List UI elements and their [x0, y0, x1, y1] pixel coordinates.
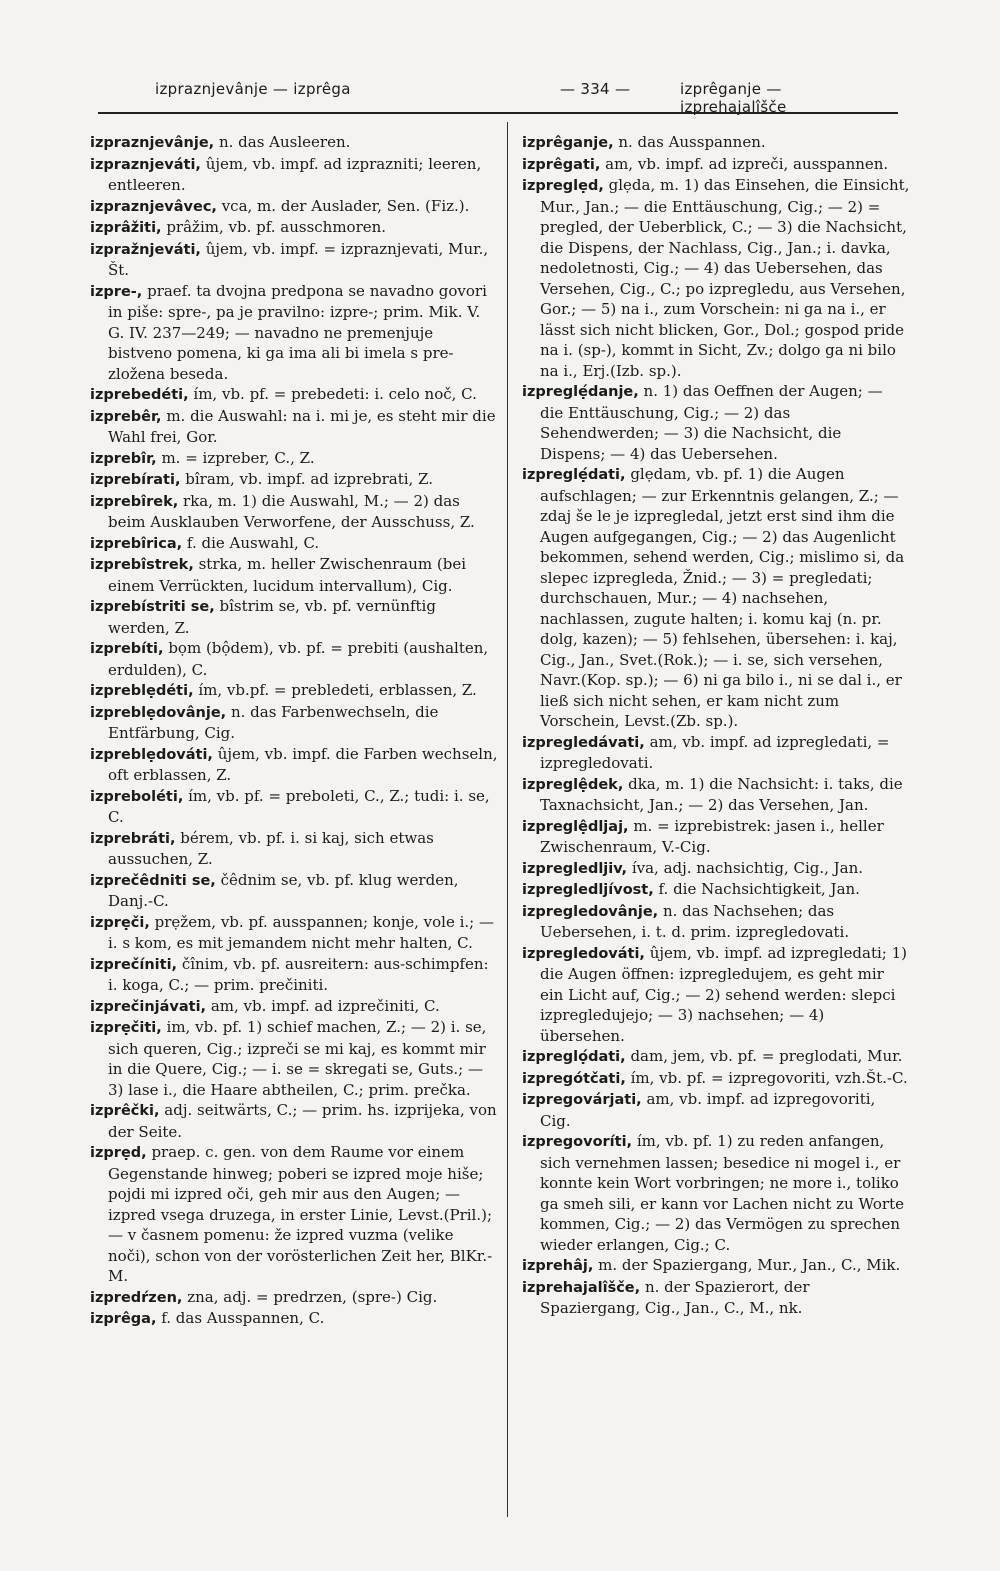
- dictionary-entry: [90, 217, 498, 239]
- entry-headword: izprâžiti,: [90, 220, 162, 236]
- dictionary-entry: [522, 943, 910, 1047]
- dictionary-entry: [90, 533, 498, 555]
- entry-headword: izprẹčiti,: [90, 1020, 162, 1036]
- entry-headword: izpreglẹ́dati,: [522, 467, 626, 483]
- entry-definition: rka, m. 1) die Auswahl, M.; — 2) das beim Ausklauben Verworfene, der Ausschuss, Z.: [108, 491, 475, 531]
- dictionary-entry: [90, 448, 498, 470]
- dictionary-entry: [522, 732, 910, 774]
- dictionary-entry: [90, 554, 498, 596]
- entry-definition: n. das Ausleeren.: [218, 133, 351, 151]
- entry-definition: bîstrim se, vb. pf. vernünftig werden, Z.: [108, 597, 436, 637]
- entry-definition: íva, adj. nachsichtig, Cig., Jan.: [631, 858, 864, 877]
- entry-headword: izpražnjeváti,: [90, 241, 201, 258]
- entry-definition: čînim, vb. pf. ausreitern: aus-schimpfen: i. koga, C.; — prim. prečiniti.: [108, 954, 489, 994]
- dictionary-entry: [522, 774, 910, 816]
- dictionary-entry: [90, 196, 498, 218]
- entry-definition: bîram, vb. impf. ad izprebrati, Z.: [185, 470, 433, 488]
- page-number: — 334 —: [560, 80, 631, 98]
- dictionary-entry: [90, 1287, 498, 1309]
- entry-definition: ím, vb.pf. = prebledeti, erblassen, Z.: [198, 681, 477, 699]
- header-rule: [98, 112, 898, 114]
- entry-headword: izprehajalîšče,: [522, 1279, 641, 1296]
- dictionary-entry: [90, 132, 498, 154]
- entry-headword: izprebístriti se,: [90, 599, 215, 615]
- entry-headword: izpregledovânje,: [522, 903, 659, 920]
- dictionary-entry: [522, 816, 910, 858]
- dictionary-entry: [90, 469, 498, 491]
- entry-definition: f. die Nachsichtigkeit, Jan.: [658, 880, 860, 898]
- dictionary-entry: [90, 154, 498, 196]
- entry-headword: izpregótčati,: [522, 1070, 626, 1087]
- entry-definition: n. das Ausspannen.: [618, 133, 766, 151]
- entry-definition: prâžim, vb. pf. ausschmoren.: [166, 218, 387, 236]
- dictionary-entry: [522, 901, 910, 943]
- entry-definition: čêdnim se, vb. pf. klug werden, Danj.-C.: [108, 870, 459, 910]
- entry-definition: dka, m. 1) die Nachsicht: i. taks, die Taxnachsicht, Jan.; — 2) das Versehen, Jan.: [540, 774, 903, 814]
- entry-headword: izpreblẹdéti,: [90, 683, 194, 699]
- entry-headword: izprečêdniti se,: [90, 872, 216, 889]
- dictionary-entry: [90, 954, 498, 996]
- entry-definition: am, vb. impf. ad izpreči, ausspannen.: [605, 154, 889, 173]
- entry-headword: izprebîr,: [90, 450, 157, 467]
- header-left-guide-words: izpraznjevânje — izprêga: [155, 80, 351, 98]
- dictionary-entry: [90, 638, 498, 680]
- dictionary-entry: [522, 154, 910, 176]
- entry-definition: adj. seitwärts, C.; — prim. hs. izprijeka, von der Seite.: [108, 1101, 497, 1141]
- entry-headword: izpreblẹdovânje,: [90, 704, 227, 721]
- dictionary-entry: [522, 175, 910, 381]
- entry-definition: ûjem, vb. impf. = izpraznjevati, Mur., Št.: [108, 239, 489, 279]
- dictionary-entry: [90, 406, 498, 448]
- entry-headword: izpreglẹ́danje,: [522, 384, 639, 400]
- entry-headword: izpreglệdek,: [522, 776, 624, 793]
- dictionary-entry: [522, 1277, 910, 1319]
- entry-definition: m. der Spaziergang, Mur., Jan., C., Mik.: [598, 1256, 901, 1274]
- entry-headword: izprẹd,: [90, 1145, 147, 1161]
- dictionary-entry: [522, 1255, 910, 1277]
- dictionary-entry: [90, 384, 498, 406]
- entry-headword: izpreblẹdováti,: [90, 746, 213, 763]
- entry-headword: izpreglệdljaj,: [522, 818, 629, 835]
- entry-definition: glẹdam, vb. pf. 1) die Augen aufschlagen; — zur Erkenntnis gelangen, Z.; — zdaj še le je izpregledal, jetzt erst sind ihm die Augen aufgegangen, Cig.; — 2) das Augenlicht bekommen, sehend werden, Cig.; mislimo si, da slepec izpregleda, Žnid.; — 3) = pregledati; durchschauen, Mur.; — 4) nachsehen, nachlassen, zugute halten; i. komu kaj (n. pr. dolg, kazen); — 5) fehlsehen, übersehen: i. kaj, Cig., Jan., Svet.(Rok.); — i. se, sich versehen, Navr.(Kop. sp.); — 6) ni ga bilo i., ni se dal i., er ließ sich nicht sehen, er kam nicht zum Vorschein, Levst.(Zb. sp.).: [540, 465, 905, 730]
- entry-definition: n. das Nachsehen; das Uebersehen, i. t. d. prim. izpregledovati.: [540, 901, 850, 941]
- entry-definition: ûjem, vb. impf. ad izpregledati; 1) die Augen öffnen: izpregledujem, es geht mir ein Licht auf, Cig.; — 2) sehend werden: slepci izpregledujejo; — 3) nachsehen; — 4) übersehen.: [540, 943, 907, 1045]
- dictionary-entry: [90, 1017, 498, 1100]
- dictionary-entry: [522, 1046, 910, 1068]
- entry-headword: izprebíti,: [90, 641, 164, 657]
- dictionary-entry: [522, 879, 910, 901]
- entry-definition: strka, m. heller Zwischenraum (bei einem Verrückten, lucidum intervallum), Cig.: [108, 555, 467, 595]
- dictionary-entry: [522, 1068, 910, 1090]
- entry-definition: glẹda, m. 1) das Einsehen, die Einsicht, Mur., Jan.; — die Enttäuschung, Cig.; — 2) = pregled, der Ueberblick, C.; — 3) die Nachsicht, die Dispens, der Nachlass, Cig., Jan.; i. davka, nedoletnosti, Cig.; — 4) das Uebersehen, das Versehen, Cig., C.; po izpregledu, aus Versehen, Gor.; — 5) na i., zum Vorschein: ni ga na i., er lässt sich nicht blicken, Gor., Dol.; gospod pride na i. (sp-), kommt in Sicht, Zv.; dolgo ga ni bilo na i., Erj.(Izb. sp.).: [540, 176, 910, 380]
- entry-definition: m. = izpreber, C., Z.: [161, 448, 315, 467]
- entry-headword: izpreglọ́dati,: [522, 1049, 626, 1065]
- entry-headword: izprečíniti,: [90, 956, 178, 973]
- running-header: [100, 80, 890, 116]
- dictionary-entry: [90, 1142, 498, 1287]
- entry-headword: izprečinjávati,: [90, 998, 207, 1015]
- entry-headword: izprêga,: [90, 1311, 157, 1327]
- entry-headword: izpregledljiv,: [522, 860, 628, 877]
- entry-definition: ím, vb. pf. = izpregovoriti, vzh.Št.-C.: [630, 1068, 908, 1087]
- entry-definition: bérem, vb. pf. i. si kaj, sich etwas aussuchen, Z.: [108, 828, 434, 868]
- dictionary-entry: [90, 491, 498, 533]
- entry-definition: ím, vb. pf. = prebedeti: i. celo noč, C.: [193, 385, 477, 403]
- entry-headword: izpregovoríti,: [522, 1134, 633, 1150]
- entry-headword: izprebîrica,: [90, 535, 183, 552]
- entry-headword: izprebîstrek,: [90, 557, 194, 573]
- entry-headword: izprebîrek,: [90, 493, 179, 510]
- entry-headword: izprêgati,: [522, 156, 601, 173]
- entry-headword: izprêčki,: [90, 1103, 160, 1119]
- dictionary-entry: [90, 1308, 498, 1330]
- entry-definition: ûjem, vb. impf. die Farben wechseln, oft erblassen, Z.: [108, 744, 498, 784]
- dictionary-entry: [90, 1100, 498, 1142]
- entry-definition: am, vb. impf. ad izprečiniti, C.: [210, 996, 440, 1015]
- entry-headword: izprẹči,: [90, 914, 150, 931]
- entry-headword: izpregledávati,: [522, 734, 645, 751]
- entry-headword: izpreglẹd,: [522, 178, 604, 194]
- entry-headword: izprebedéti,: [90, 387, 189, 403]
- entry-headword: izpraznjevânje,: [90, 135, 215, 151]
- entry-headword: izpre-,: [90, 283, 143, 300]
- entry-headword: izpredŕzen,: [90, 1289, 183, 1306]
- dictionary-entry: [90, 996, 498, 1018]
- dictionary-entry: [90, 680, 498, 702]
- entry-definition: ím, vb. pf. 1) zu reden anfangen, sich vernehmen lassen; besedice ni mogel i., er konnte kein Wort vorbringen; ne more i., toliko ga smeh sili, er kann vor Lachen nicht zu Worte kommen, Cig.; — 2) das Vermögen zu sprechen wieder erlangen, Cig.; C.: [540, 1132, 904, 1254]
- dictionary-entry: [90, 786, 498, 828]
- entry-definition: am, vb. impf. ad izpregledati, = izpregledovati.: [540, 732, 890, 772]
- column-divider: [507, 122, 508, 1517]
- entry-definition: m. die Auswahl: na i. mi je, es steht mir die Wahl frei, Gor.: [108, 406, 496, 446]
- entry-headword: izpregledováti,: [522, 945, 645, 962]
- entry-definition: dam, jem, vb. pf. = preglodati, Mur.: [630, 1047, 903, 1065]
- dictionary-entry: [522, 132, 910, 154]
- entry-headword: izpraznjevâvec,: [90, 198, 217, 215]
- dictionary-entry: [90, 281, 498, 385]
- dictionary-entry: [90, 870, 498, 912]
- entry-headword: izpraznjeváti,: [90, 156, 201, 173]
- entry-definition: prẹžem, vb. pf. ausspannen; konje, vole i.; — i. s kom, es mit jemandem nicht mehr halten, C.: [108, 912, 495, 952]
- right-column: [522, 132, 910, 1319]
- entry-definition: vca, m. der Auslader, Sen. (Fiz.).: [221, 196, 470, 215]
- dictionary-entry: [90, 828, 498, 870]
- entry-definition: f. die Auswahl, C.: [186, 533, 320, 552]
- dictionary-entry: [522, 464, 910, 732]
- entry-headword: izpreboléti,: [90, 788, 184, 805]
- entry-definition: im, vb. pf. 1) schief machen, Z.; — 2) i. se, sich queren, Cig.; izpreči se mi kaj, es kommt mir in die Quere, Cig.; — i. se = skregati se, Guts.; — 3) lase i., die Haare abtheilen, C.; prim. prečka.: [108, 1018, 487, 1099]
- dictionary-entry: [522, 1131, 910, 1255]
- entry-definition: n. 1) das Oeffnen der Augen; — die Enttäuschung, Cig.; — 2) das Sehendwerden; — 3) die Nachsicht, die Dispens; — 4) das Uebersehen.: [540, 382, 883, 463]
- dictionary-entry: [90, 702, 498, 744]
- dictionary-entry: [522, 858, 910, 880]
- dictionary-entry: [90, 239, 498, 281]
- entry-definition: n. der Spazierort, der Spaziergang, Cig., Jan., C., M., nk.: [540, 1277, 810, 1317]
- header-right-guide-words: izprêganje — izprehajalîšče: [680, 80, 787, 116]
- entry-definition: m. = izprebistrek: jasen i., heller Zwischenraum, V.-Cig.: [540, 816, 884, 856]
- dictionary-entry: [522, 381, 910, 464]
- entry-headword: izprêganje,: [522, 135, 614, 151]
- entry-definition: praef. ta dvojna predpona se navadno govori in piše: spre-, pa je pravilno: izpre-; prim. Mik. V. G. IV. 237—249; — navadno ne premenjuje bistveno pomena, ki ga ima ali bi imela s pre- zložena beseda.: [108, 281, 487, 383]
- entry-definition: ûjem, vb. impf. ad izprazniti; leeren, entleeren.: [108, 154, 482, 194]
- entry-definition: am, vb. impf. ad izpregovoriti, Cig.: [540, 1090, 876, 1130]
- dictionary-entry: [90, 744, 498, 786]
- entry-definition: n. das Farbenwechseln, die Entfärbung, Cig.: [108, 702, 439, 742]
- entry-definition: f. das Ausspannen, C.: [161, 1309, 325, 1327]
- entry-headword: izpregovárjati,: [522, 1092, 642, 1108]
- entry-definition: zna, adj. = predrzen, (spre-) Cig.: [187, 1287, 438, 1306]
- dictionary-entry: [522, 1089, 910, 1131]
- entry-headword: izprehâj,: [522, 1258, 594, 1274]
- dictionary-entry: [90, 912, 498, 954]
- entry-definition: bọm (bộdem), vb. pf. = prebiti (aushalten, erdulden), C.: [108, 639, 489, 679]
- left-column: [90, 132, 498, 1330]
- entry-headword: izpregledljívost,: [522, 882, 654, 898]
- entry-headword: izprebêr,: [90, 408, 162, 425]
- dictionary-entry: [90, 596, 498, 638]
- entry-definition: praep. c. gen. von dem Raume vor einem Gegenstande hinweg; poberi se izpred moje hiše; pojdi mi izpred oči, geh mir aus den Augen; — izpred vsega druzega, in erster Linie, Levst.(Pril.); — v časnem pomenu: že izpred vuzma (velike noči), schon von der vorösterlichen Zeit her, BlKr.-M.: [108, 1143, 493, 1285]
- entry-headword: izprebráti,: [90, 830, 176, 847]
- entry-definition: ím, vb. pf. = preboleti, C., Z.; tudi: i. se, C.: [108, 786, 490, 826]
- entry-headword: izprebírati,: [90, 472, 181, 488]
